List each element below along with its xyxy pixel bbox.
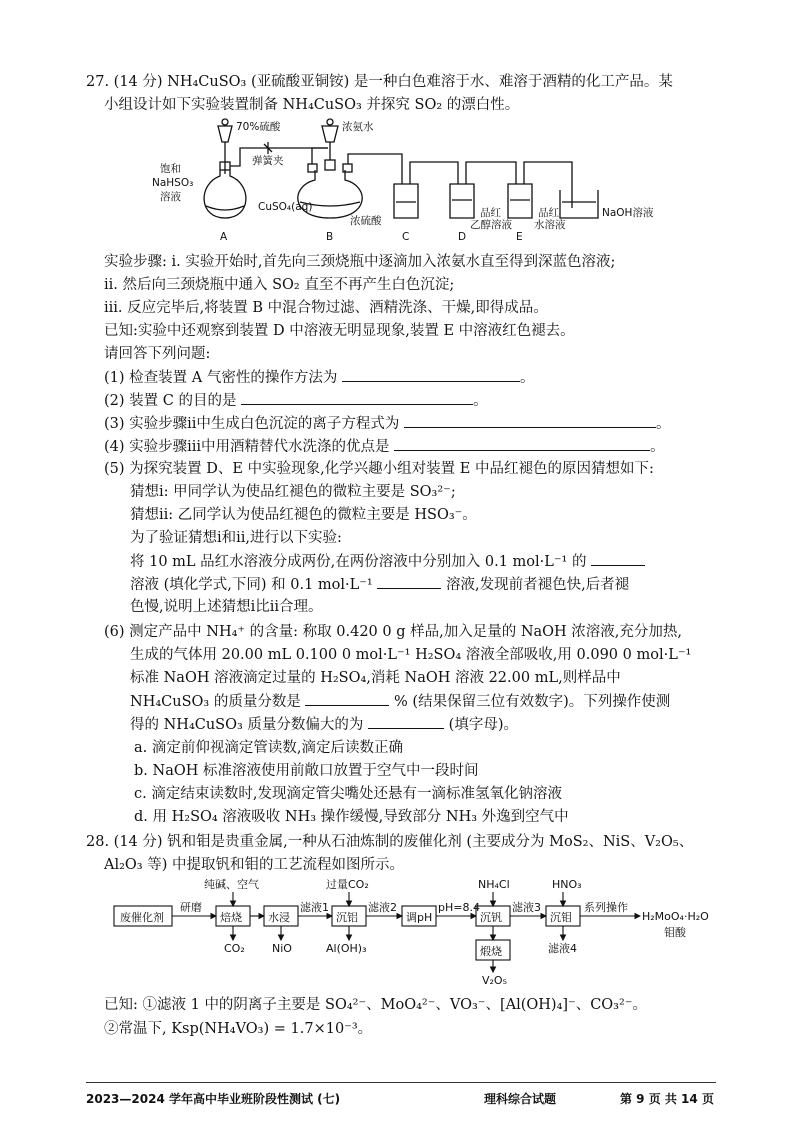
q28-known-2: ②常温下, Ksp(NH₄VO₃) = 1.7×10⁻³。	[104, 1021, 373, 1037]
flow-precip-mo: 沉钼	[550, 911, 572, 924]
footer-left: 2023—2024 学年高中毕业班阶段性测试 (七)	[86, 1092, 341, 1106]
part-5-hyp-1: 猜想ⅰ: 甲同学认为使品红褪色的微粒主要是 SO₃²⁻;	[130, 484, 456, 500]
part-6-line-5	[130, 714, 518, 735]
part-5-verify: 为了验证猜想ⅰ和ⅱ,进行以下实验:	[130, 530, 342, 546]
label-acid: 70%硫酸	[236, 121, 281, 133]
step-3: ⅲ. 反应完毕后,将装置 B 中混合物过滤、酒精洗涤、干燥,即得成品。	[104, 300, 548, 316]
q28-known-1: 已知: ①滤液 1 中的阴离子主要是 SO₄²⁻、MoO₄²⁻、VO₃⁻、[Al(OH)₄]⁻、CO₃²⁻。	[104, 997, 647, 1013]
part-2	[104, 390, 488, 411]
flow-filtrate3: 滤液3	[512, 901, 541, 914]
part-3-text: (3) 实验步骤ⅱ中生成白色沉淀的离子方程式为	[104, 416, 400, 432]
answer-blank-4[interactable]	[394, 436, 650, 451]
flow-grind: 研磨	[180, 901, 202, 914]
part-5-intro: (5) 为探究装置 D、E 中实验现象,化学兴趣小组对装置 E 中品红褪色的原因猜想如下:	[104, 461, 654, 477]
option-d: d. 用 H₂SO₄ 溶液吸收 NH₃ 操作缓慢,导致部分 NH₃ 外逸到空气中	[134, 809, 569, 825]
label-nahso3-1: 饱和	[160, 163, 181, 175]
label-B: B	[326, 231, 334, 243]
label-cuso4: CuSO₄(aq)	[258, 201, 313, 213]
q28-intro-line2: Al₂O₃ 等) 中提取钒和钼的工艺流程如图所示。	[104, 857, 404, 873]
part-5-procedure-text: 将 10 mL 品红水溶液分成两份,在两份溶液中分别加入 0.1 mol·L⁻¹ 的	[130, 554, 587, 570]
step-2: ⅱ. 然后向三颈烧瓶中通入 SO₂ 直至不再产生白色沉淀;	[104, 277, 455, 293]
part-4	[104, 436, 665, 457]
footer-center: 理科综合试题	[484, 1092, 557, 1106]
part-4-text: (4) 实验步骤ⅲ中用酒精替代水洗涤的优点是	[104, 439, 390, 455]
label-e-1: 品红	[538, 207, 559, 219]
part-6-line-5-b: (填字母)。	[448, 717, 518, 733]
part-1-end: 。	[519, 370, 535, 386]
part-5-procedure	[130, 551, 645, 572]
part-6-line-1: (6) 测定产品中 NH₄⁺ 的含量: 称取 0.420 0 g 样品,加入足量的 NaOH 浓溶液,充分加热,	[104, 624, 683, 640]
part-4-end: 。	[650, 439, 665, 455]
flow-ph: pH=8.4	[438, 901, 480, 914]
part-5-solution-a: 溶液 (填化学式,下同) 和 0.1 mol·L⁻¹	[130, 577, 373, 593]
flow-precip-al: 沉铝	[336, 911, 358, 924]
q28-intro-line1: 28. (14 分) 钒和钼是贵重金属,一种从石油炼制的废催化剂 (主要成分为 MoS₂、NiS、V₂O₅、	[86, 834, 694, 850]
bottle-c	[394, 184, 418, 218]
option-c: c. 滴定结束读数时,发现滴定管尖嘴处还悬有一滴标准氢氧化钠溶液	[134, 786, 562, 802]
label-A: A	[220, 231, 228, 243]
flow-nh4cl: NH₄Cl	[478, 878, 510, 891]
part-5-solution	[130, 574, 629, 595]
label-D: D	[458, 231, 467, 243]
part-1	[104, 367, 534, 388]
label-ammonia: 浓氨水	[342, 121, 374, 133]
answer-blank-2[interactable]	[241, 390, 473, 405]
label-naoh: NaOH溶液	[602, 207, 654, 219]
flask-a	[204, 170, 246, 218]
bottle-e	[508, 184, 532, 218]
q27-intro-line1: 27. (14 分) NH₄CuSO₃ (亚硫酸亚铜铵) 是一种白色难溶于水、难溶于酒精的化工产品。某	[86, 74, 673, 90]
part-5-solution-b: 溶液,发现前者褪色快,后者褪	[445, 577, 630, 593]
flow-filtrate2: 滤液2	[368, 901, 397, 914]
label-clamp: 弹簧夹	[252, 155, 284, 167]
flow-alkali-air: 纯碱、空气	[204, 878, 259, 891]
label-E: E	[516, 231, 523, 243]
bottle-d	[450, 184, 474, 218]
label-nahso3-3: 溶液	[160, 191, 181, 203]
part-5-hyp-2: 猜想ⅱ: 乙同学认为使品红褪色的微粒主要是 HSO₃⁻。	[130, 507, 477, 523]
option-b: b. NaOH 标准溶液使用前敞口放置于空气中一段时间	[134, 763, 479, 779]
flow-filtrate1: 滤液1	[300, 901, 329, 914]
flow-v2o5: V₂O₅	[482, 974, 508, 987]
flow-co2-in: 过量CO₂	[326, 878, 369, 891]
flow-adjust-ph: 调pH	[406, 911, 433, 924]
flow-product: H₂MoO₄·H₂O	[642, 910, 709, 923]
part-6-line-5-a: 得的 NH₄CuSO₃ 质量分数偏大的为	[130, 717, 364, 733]
part-2-end: 。	[473, 393, 488, 409]
part-1-text: (1) 检查装置 A 气密性的操作方法为	[104, 370, 338, 386]
flow-leach: 水浸	[268, 911, 290, 924]
apparatus-diagram	[140, 114, 700, 250]
footer-page: 第 9 页 共 14 页	[620, 1092, 714, 1106]
flow-hno3: HNO₃	[552, 878, 582, 891]
part-3	[104, 413, 671, 434]
process-flowchart	[112, 876, 732, 988]
part-5-conclusion: 色慢,说明上述猜想ⅰ比ⅱ合理。	[130, 599, 323, 615]
part-2-text: (2) 装置 C 的目的是	[104, 393, 237, 409]
label-d-1: 品红	[480, 207, 501, 219]
flow-roast: 焙烧	[220, 911, 242, 924]
flow-precip-v: 沉钒	[480, 911, 502, 924]
flow-calcine: 煅烧	[480, 945, 502, 958]
option-a: a. 滴定前仰视滴定管读数,滴定后读数正确	[134, 740, 403, 756]
flow-nio: NiO	[272, 942, 292, 955]
label-C: C	[402, 231, 410, 243]
beaker-naoh	[560, 190, 598, 218]
part-6-line-4-a: NH₄CuSO₃ 的质量分数是	[130, 694, 301, 710]
funnel-b	[322, 126, 338, 142]
step-1: 实验步骤: ⅰ. 实验开始时,首先向三颈烧瓶中逐滴加入浓氨水直至得到深蓝色溶液;	[104, 254, 616, 270]
flow-series-ops: 系列操作	[584, 901, 628, 914]
answer-blank-6b[interactable]	[368, 714, 444, 729]
label-nahso3-2: NaHSO₃	[152, 177, 194, 189]
prompt: 请回答下列问题:	[104, 346, 211, 362]
q27-intro-line2: 小组设计如下实验装置制备 NH₄CuSO₃ 并探究 SO₂ 的漂白性。	[104, 97, 520, 113]
part-6-line-3: 标准 NaOH 溶液滴定过量的 H₂SO₄,消耗 NaOH 溶液 22.00 mL,则样品中	[130, 670, 621, 686]
flow-co2-out: CO₂	[224, 942, 245, 955]
flow-aloh3: Al(OH)₃	[326, 942, 367, 955]
flow-waste: 废催化剂	[120, 911, 164, 924]
answer-blank-3[interactable]	[404, 413, 656, 428]
label-e-2: 水溶液	[534, 219, 566, 231]
answer-blank-1[interactable]	[342, 367, 520, 382]
answer-blank-5a[interactable]	[591, 551, 645, 566]
answer-blank-5b[interactable]	[377, 574, 441, 589]
label-h2so4: 浓硫酸	[350, 215, 382, 227]
part-6-line-4-b: % (结果保留三位有效数字)。下列操作使测	[394, 694, 671, 710]
footer-rule	[86, 1082, 716, 1083]
part-6-line-2: 生成的气体用 20.00 mL 0.100 0 mol·L⁻¹ H₂SO₄ 溶液全部吸收,用 0.090 0 mol·L⁻¹	[130, 647, 692, 663]
funnel-a	[218, 126, 232, 142]
flow-product-name: 钼酸	[664, 926, 686, 939]
known-info: 已知:实验中还观察到装置 D 中溶液无明显现象,装置 E 中溶液红色褪去。	[104, 323, 575, 339]
part-3-end: 。	[656, 416, 671, 432]
flow-filtrate4: 滤液4	[548, 942, 577, 955]
part-6-line-4	[130, 691, 670, 712]
label-d-2: 乙醇溶液	[470, 219, 512, 231]
answer-blank-6a[interactable]	[305, 691, 389, 706]
